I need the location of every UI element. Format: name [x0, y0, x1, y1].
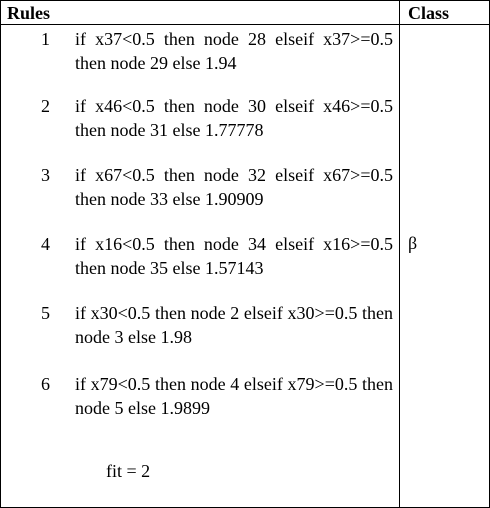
rule-item-4 [41, 232, 393, 280]
rule-text: if x30<0.5 then node 2 elseif x30>=0.5 then node 3 else 1.98 [75, 303, 393, 347]
rule-text: if x67<0.5 then node 32 elseif x67>=0.5 then node 33 else 1.90909 [75, 165, 393, 209]
class-value: β [408, 233, 418, 253]
rule-item-2 [41, 94, 393, 142]
table-header-row [1, 1, 489, 25]
rule-number: 3 [41, 165, 50, 185]
fit-value: fit = 2 [106, 461, 151, 481]
class-column-header: Class [408, 3, 450, 23]
rules-column-header: Rules [7, 3, 51, 23]
rule-text: if x37<0.5 then node 28 elseif x37>=0.5 then node 29 else 1.94 [75, 29, 393, 73]
rule-number: 4 [41, 234, 50, 254]
rule-item-5 [41, 301, 393, 349]
rule-text: if x79<0.5 then node 4 elseif x79>=0.5 then node 5 else 1.9899 [75, 374, 393, 418]
rule-item-3 [41, 163, 393, 211]
rule-number: 5 [41, 303, 50, 323]
rule-number: 6 [41, 374, 50, 394]
rule-item-1 [41, 27, 393, 75]
rule-item-6 [41, 372, 393, 420]
column-divider [399, 1, 400, 507]
rule-text: if x16<0.5 then node 34 elseif x16>=0.5 then node 35 else 1.57143 [75, 234, 393, 278]
rule-number: 2 [41, 96, 50, 116]
rule-text: if x46<0.5 then node 30 elseif x46>=0.5 then node 31 else 1.77778 [75, 96, 393, 140]
rule-number: 1 [41, 29, 50, 49]
